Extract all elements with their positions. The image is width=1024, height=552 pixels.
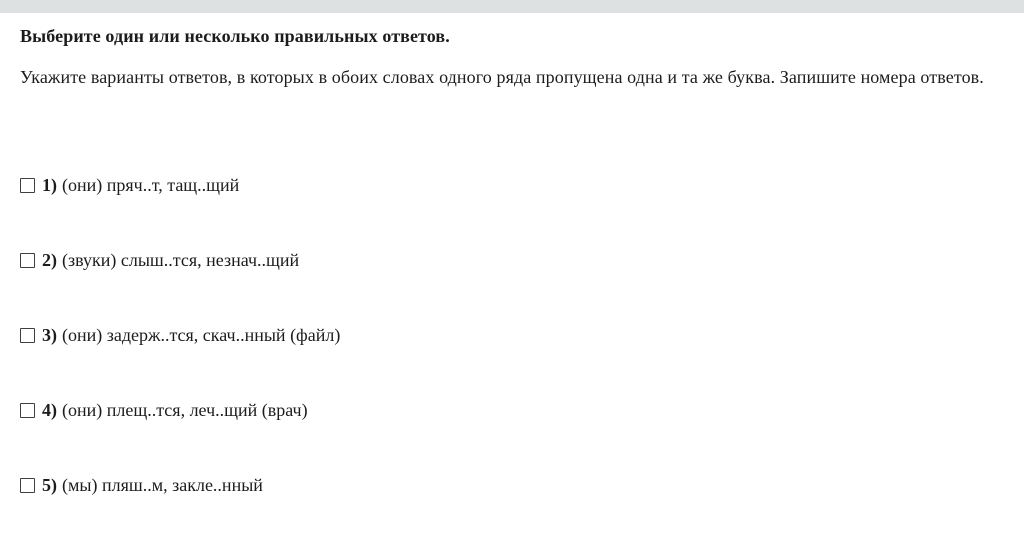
answer-option-5[interactable] [20, 475, 263, 496]
option-2-number: 2) [42, 250, 57, 270]
option-1-text: (они) пряч..т, тащ..щий [62, 175, 240, 195]
option-1-number: 1) [42, 175, 57, 195]
answer-option-2[interactable] [20, 250, 299, 271]
option-4-number: 4) [42, 400, 57, 420]
option-3-number: 3) [42, 325, 57, 345]
answer-option-1[interactable] [20, 175, 239, 196]
question-instruction: Укажите варианты ответов, в которых в обоих словах одного ряда пропущена одна и та же буква. Запишите номера ответов. [20, 67, 984, 87]
option-4-text: (они) плещ..тся, леч..щий (врач) [62, 400, 308, 420]
answer-option-4[interactable] [20, 400, 308, 421]
option-3-text: (они) задерж..тся, скач..нный (файл) [62, 325, 341, 345]
option-5-number: 5) [42, 475, 57, 495]
option-2-text: (звуки) слыш..тся, незнач..щий [62, 250, 300, 270]
option-4-checkbox[interactable] [20, 403, 35, 418]
top-bar [0, 0, 1024, 13]
answer-option-3[interactable] [20, 325, 340, 346]
option-3-checkbox[interactable] [20, 328, 35, 343]
option-2-checkbox[interactable] [20, 253, 35, 268]
option-5-text: (мы) пляш..м, закле..нный [62, 475, 263, 495]
question-heading: Выберите один или несколько правильных ответов. [20, 26, 450, 46]
option-1-checkbox[interactable] [20, 178, 35, 193]
option-5-checkbox[interactable] [20, 478, 35, 493]
